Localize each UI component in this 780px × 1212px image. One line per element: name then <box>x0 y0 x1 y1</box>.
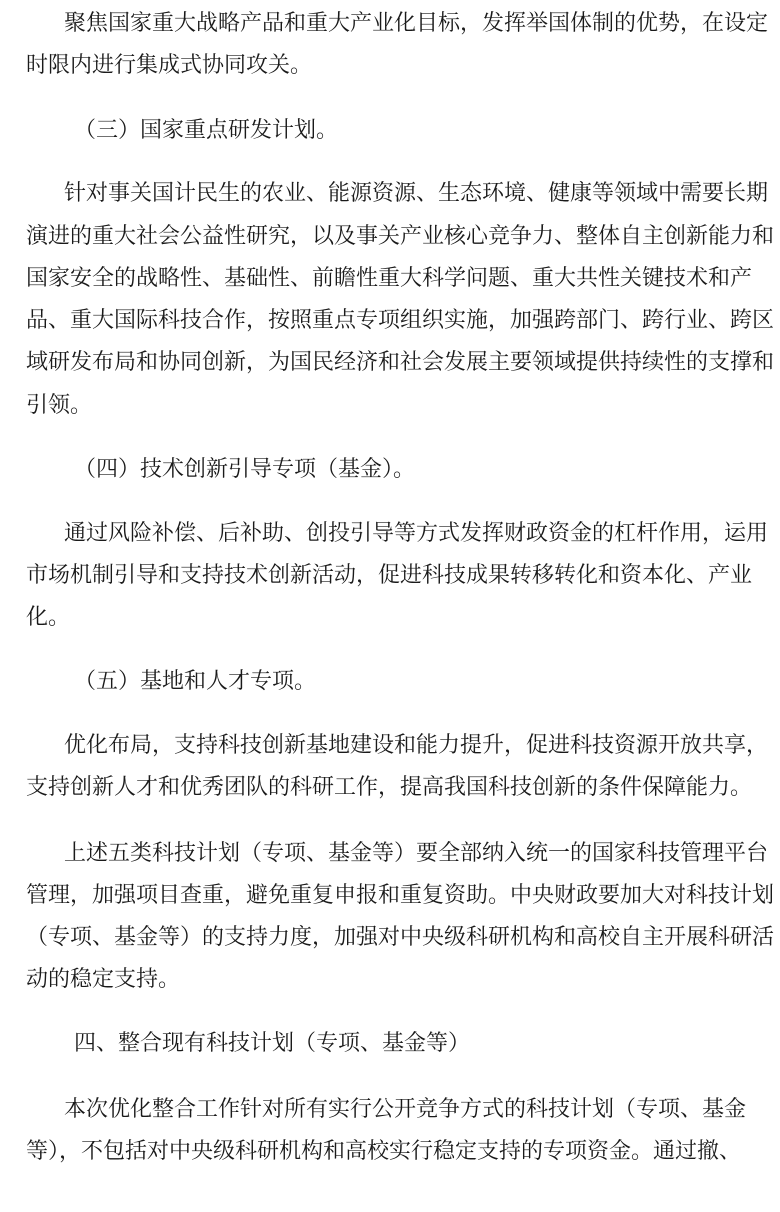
paragraph-line: 聚焦国家重大战略产品和重大产业化目标，发挥举国体制的优势，在设定 <box>64 11 769 36</box>
paragraph-line: 国家安全的战略性、基础性、前瞻性重大科学问题、重大共性关键技术和产 <box>26 266 753 291</box>
paragraph-line: 优化布局，支持科技创新基地建设和能力提升，促进科技资源开放共享， <box>64 733 769 758</box>
paragraph-line: 等），不包括对中央级科研机构和高校实行稳定支持的专项资金。通过撤、 <box>26 1139 742 1164</box>
paragraph-line: 引领。 <box>26 393 93 418</box>
paragraph-line: 时限内进行集成式协同攻关。 <box>26 53 313 78</box>
section-heading: 四、整合现有科技计划（专项、基金等） <box>74 1031 471 1056</box>
paragraph-line: 支持创新人才和优秀团队的科研工作，提高我国科技创新的条件保障能力。 <box>26 775 753 800</box>
paragraph-line: 针对事关国计民生的农业、能源资源、生态环境、健康等领域中需要长期 <box>64 181 769 206</box>
paragraph-line: 动的稳定支持。 <box>26 967 181 992</box>
section-heading: （三）国家重点研发计划。 <box>74 118 339 143</box>
paragraph-line: 管理，加强项目查重，避免重复申报和重复资助。中央财政要加大对科技计划 <box>26 883 775 908</box>
section-heading: （四）技术创新引导专项（基金）。 <box>74 457 416 482</box>
paragraph-line: 通过风险补偿、后补助、创投引导等方式发挥财政资金的杠杆作用，运用 <box>64 521 769 546</box>
paragraph-line: 本次优化整合工作针对所有实行公开竞争方式的科技计划（专项、基金 <box>64 1097 747 1122</box>
paragraph-line: 市场机制引导和支持技术创新活动，促进科技成果转移转化和资本化、产业 <box>26 563 753 588</box>
paragraph-line: 品、重大国际科技合作，按照重点专项组织实施，加强跨部门、跨行业、跨区 <box>26 308 775 333</box>
paragraph-line: 演进的重大社会公益性研究，以及事关产业核心竞争力、整体自主创新能力和 <box>26 224 775 249</box>
section-heading: （五）基地和人才专项。 <box>74 669 317 694</box>
paragraph-line: （专项、基金等）的支持力度，加强对中央级科研机构和高校自主开展科研活 <box>26 925 775 950</box>
paragraph-line: 域研发布局和协同创新，为国民经济和社会发展主要领域提供持续性的支撑和 <box>26 350 775 375</box>
paragraph-line: 上述五类科技计划（专项、基金等）要全部纳入统一的国家科技管理平台 <box>64 841 769 866</box>
paragraph-line: 化。 <box>26 605 71 630</box>
